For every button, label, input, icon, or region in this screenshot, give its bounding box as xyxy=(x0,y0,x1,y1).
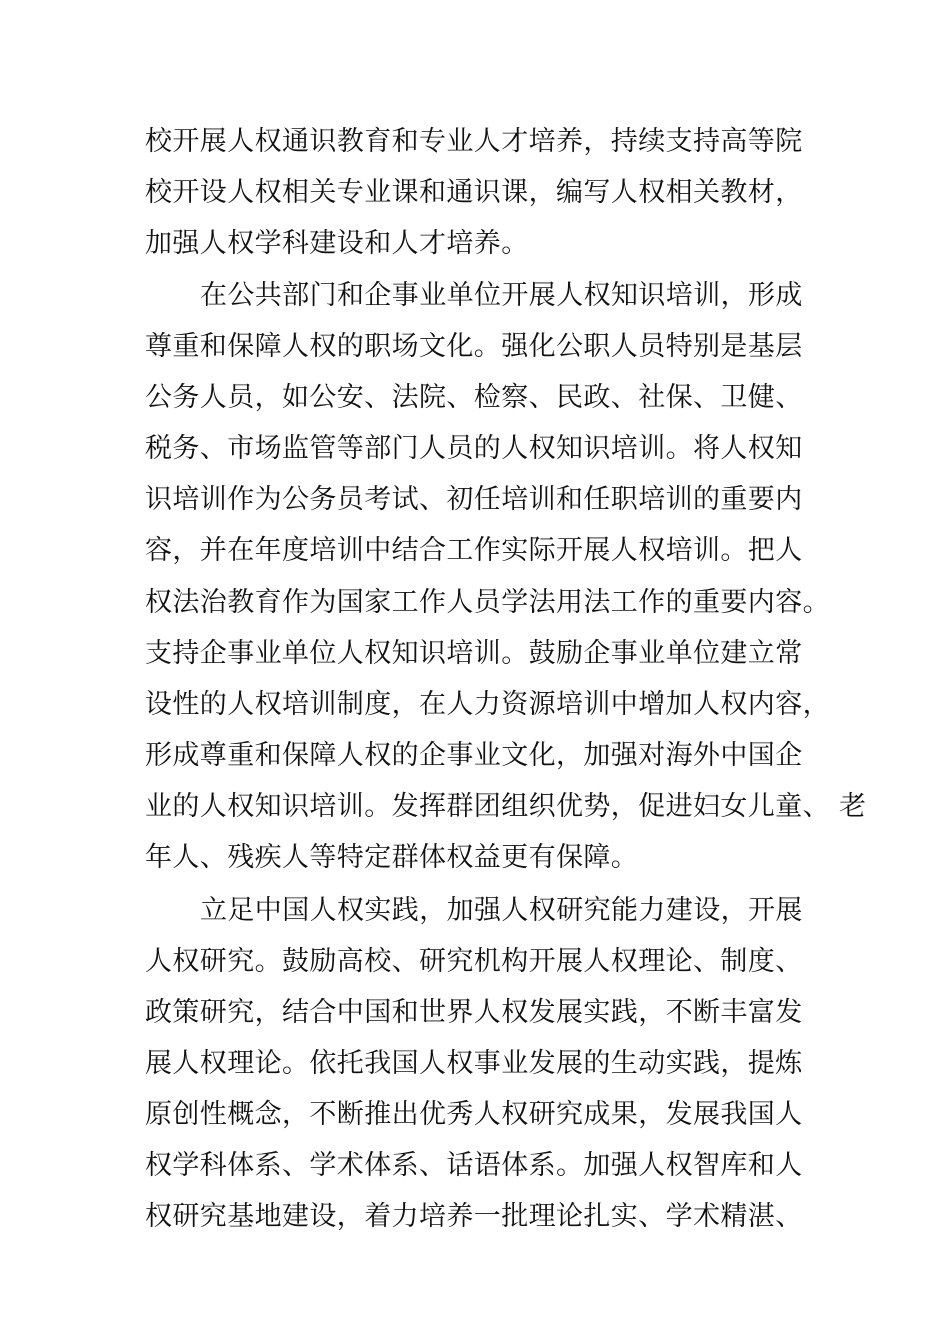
text-line: 权法治教育作为国家工作人员学法用法工作的重要内容。 xyxy=(145,587,830,618)
text-line: 容，并在年度培训中结合工作实际开展人权培训。把人 xyxy=(145,535,803,566)
text-line: 支持企事业单位人权知识培训。鼓励企事业单位建立常 xyxy=(145,638,803,669)
text-line: 展人权理论。依托我国人权事业发展的生动实践，提炼 xyxy=(145,1048,803,1079)
text-line: 业的人权知识培训。发挥群团组织优势，促进妇女儿童、 老 xyxy=(145,791,867,822)
paragraph-first-line: 在公共部门和企事业单位开展人权知识培训，形成 xyxy=(200,280,803,311)
text-line: 权研究基地建设，着力培养一批理论扎实、学术精湛、 xyxy=(145,1201,803,1232)
text-line: 政策研究，结合中国和世界人权发展实践，不断丰富发 xyxy=(145,997,803,1028)
text-line: 设性的人权培训制度，在人力资源培训中增加人权内容， xyxy=(145,689,830,720)
text-line: 公务人员，如公安、法院、检察、民政、社保、卫健、 xyxy=(145,382,803,413)
text-line: 原创性概念，不断推出优秀人权研究成果，发展我国人 xyxy=(145,1099,803,1130)
text-line: 校开展人权通识教育和专业人才培养，持续支持高等院 xyxy=(145,126,803,157)
text-line: 识培训作为公务员考试、初任培训和任职培训的重要内 xyxy=(145,484,803,515)
text-line: 人权研究。鼓励高校、研究机构开展人权理论、制度、 xyxy=(145,946,803,977)
paragraph-first-line: 立足中国人权实践，加强人权研究能力建设，开展 xyxy=(200,895,803,926)
text-line: 校开设人权相关专业课和通识课，编写人权相关教材， xyxy=(145,177,803,208)
text-line: 年人、残疾人等特定群体权益更有保障。 xyxy=(145,842,639,873)
text-line: 加强人权学科建设和人才培养。 xyxy=(145,228,529,259)
text-line: 形成尊重和保障人权的企事业文化，加强对海外中国企 xyxy=(145,740,803,771)
text-line: 权学科体系、学术体系、话语体系。加强人权智库和人 xyxy=(145,1150,803,1181)
text-line: 尊重和保障人权的职场文化。强化公职人员特别是基层 xyxy=(145,331,803,362)
text-line: 税务、市场监管等部门人员的人权知识培训。将人权知 xyxy=(145,433,803,464)
